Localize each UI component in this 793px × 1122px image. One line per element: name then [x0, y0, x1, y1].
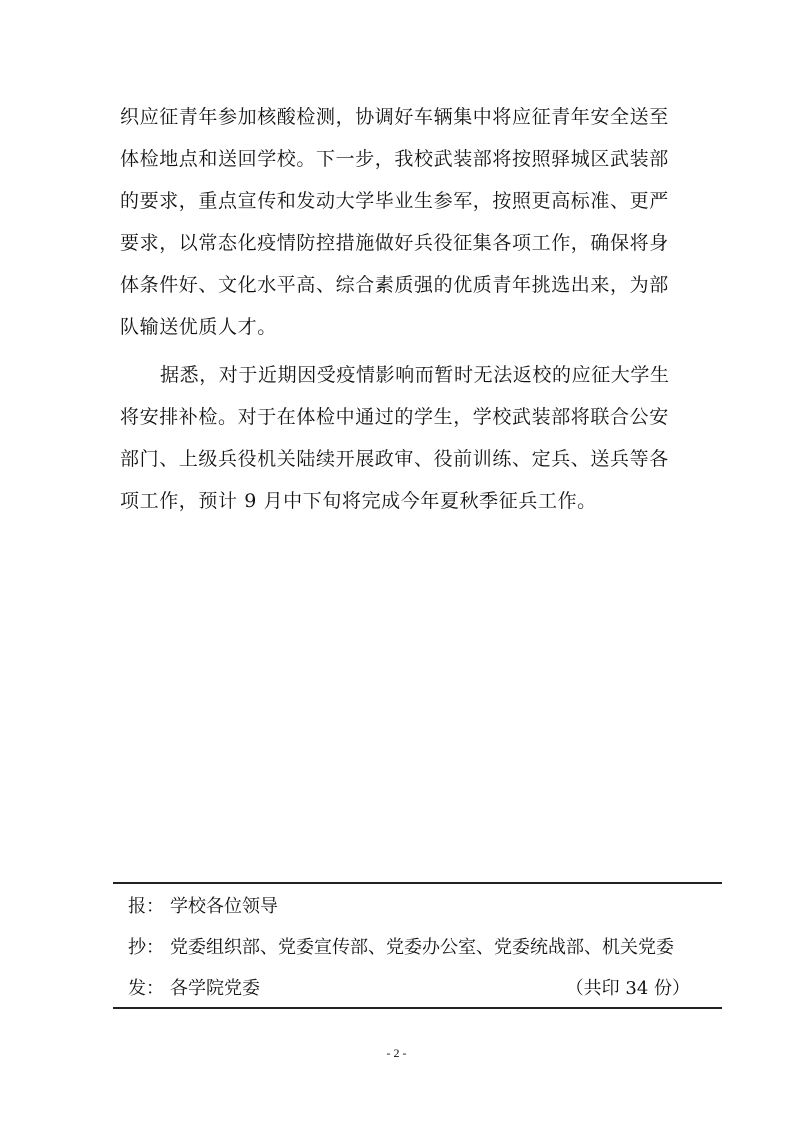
report-label: 报： [128, 896, 164, 917]
body-line: 织应征青年参加核酸检测，协调好车辆集中将应征青年安全送至 [120, 106, 669, 128]
send-line [128, 976, 718, 1002]
bottom-rule [113, 1007, 722, 1009]
send-value: 各学院党委 [170, 978, 260, 999]
copies-count: （共印 34 份） [565, 978, 690, 999]
body-line: 队输送优质人才。 [120, 316, 277, 338]
body-line: 部门、上级兵役机关陆续开展政审、役前训练、定兵、送兵等各 [120, 448, 669, 470]
body-line: 的要求，重点宣传和发动大学毕业生参军，按照更高标准、更严 [120, 190, 669, 212]
distribution-block [113, 882, 722, 1010]
report-line [128, 894, 718, 920]
send-label: 发： [128, 978, 164, 999]
copy-label: 抄： [128, 937, 164, 958]
body-line: 要求，以常态化疫情防控措施做好兵役征集各项工作，确保将身 [120, 232, 669, 254]
copy-line [128, 935, 718, 961]
body-line: 项工作，预计 9 月中下旬将完成今年夏秋季征兵工作。 [120, 490, 597, 512]
document-body [120, 96, 680, 522]
copy-value: 党委组织部、党委宣传部、党委办公室、党委统战部、机关党委 [170, 937, 674, 958]
top-rule [113, 882, 722, 884]
page-number: - 2 - [386, 1046, 407, 1060]
body-line: 体检地点和送回学校。下一步，我校武装部将按照驿城区武装部 [120, 148, 669, 170]
body-line: 将安排补检。对于在体检中通过的学生，学校武装部将联合公安 [120, 406, 669, 428]
body-line: 据悉，对于近期因受疫情影响而暂时无法返校的应征大学生 [160, 364, 670, 386]
body-line: 体条件好、文化水平高、综合素质强的优质青年挑选出来，为部 [120, 274, 669, 296]
report-value: 学校各位领导 [170, 896, 278, 917]
